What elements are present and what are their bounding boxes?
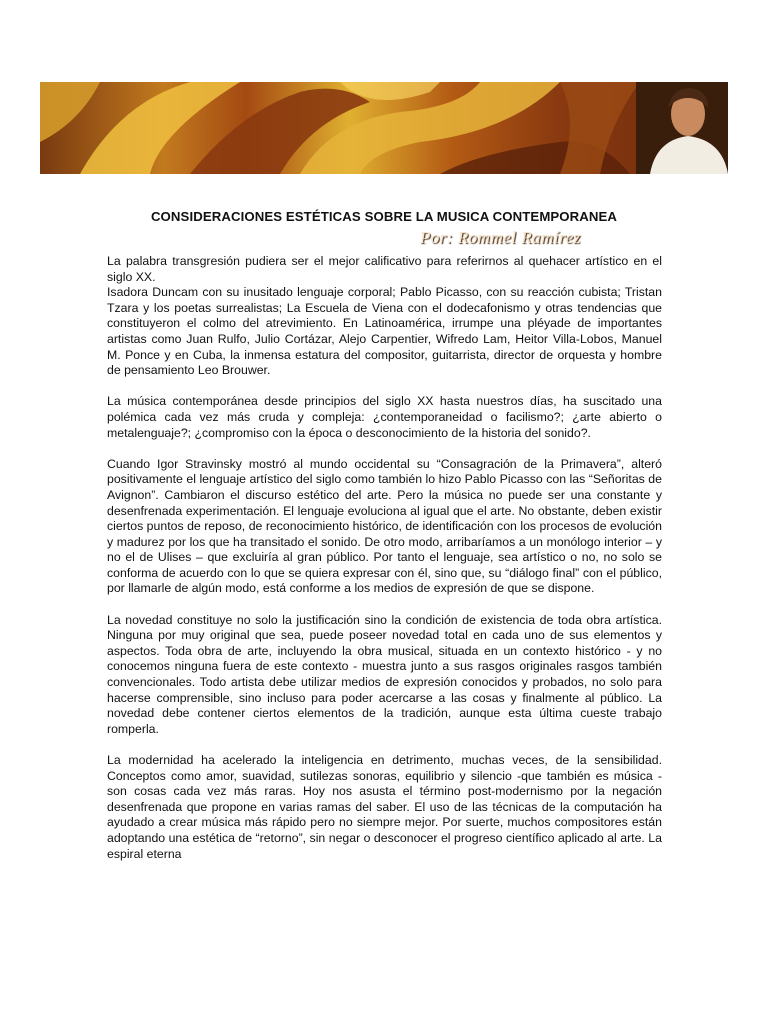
article-body xyxy=(107,254,662,878)
author-byline: Por: Rommel Ramírez xyxy=(420,228,581,247)
paragraph-line: La novedad constituye no solo la justificación sino la condición de existencia de toda obra artística. Ninguna por muy original que sea, puede poseer novedad total en cada uno de sus elementos y aspectos. Toda obra de arte, incluyendo la obra musical, situada en un contexto histórico - y no conocemos ninguna fuera de este contexto - muestra junto a sus rasgos originales rasgos también convencionales. Todo artista debe utilizar medios de expresión conocidos y probados, no solo para hacerse comprensible, sino incluso para poder acercarse a las cosas y finalmente al público. La novedad debe contener ciertos elementos de la tradición, aunque esta última cueste trabajo romperla. xyxy=(107,612,662,736)
paragraph xyxy=(107,394,662,441)
paragraph xyxy=(107,254,662,379)
paragraph-line: La modernidad ha acelerado la inteligencia en detrimento, muchas veces, de la sensibilidad. Conceptos como amor, suavidad, sutilezas sonoras, equilibrio y silencio -que también es música - son cosas cada vez más raras. Hoy nos asusta el término post-modernismo por la negación desenfrenada que propone en varias ramas del saber. El uso de las técnicas de la computación ha ayudado a crear música más rápido pero no siempre mejor. Por suerte, muchos compositores están adoptando una estética de “retorno”, sin negar o desconocer el progreso científico aplicado al arte. La espiral eterna xyxy=(107,753,662,861)
paragraph-line: La palabra transgresión pudiera ser el mejor calificativo para referirnos al quehacer artístico en el siglo XX. xyxy=(107,254,662,284)
paragraph-line: Cuando Igor Stravinsky mostró al mundo occidental su “Consagración de la Primavera”, alteró positivamente el lenguaje artístico del siglo como también lo hizo Pablo Picasso con las “Señoritas de Avignon”. Cambiaron el discurso estético del arte. Pero la música no puede ser una constante y desenfrenada experimentación. El lenguaje evoluciona al igual que el arte. No obstante, deben existir ciertos puntos de reposo, de reconocimiento histórico, de identificación con los procesos de evolución y madurez por los que ha transitado el sonido. De otro modo, arribaríamos a un monólogo interior – y no el de Ulises – que excluiría al gran público. Por tanto el lenguaje, sea artístico o no, no solo se conforma de acuerdo con lo que se quiera expresar con él, sino que, su “diálogo final” con el público, por llamarle de algún modo, está conforme a los medios de expresión de que se dispone. xyxy=(107,456,662,596)
paragraph xyxy=(107,753,662,862)
paragraph xyxy=(107,613,662,738)
paragraph-line: Isadora Duncam con su inusitado lenguaje corporal; Pablo Picasso, con su reacción cubista; Tristan Tzara y los poetas surrealistas; La Escuela de Viena con el dodecafonismo y otras tendencias que constituyeron el colmo del atrevimiento. En Latinoamérica, irrumpe una pléyade de importantes artistas como Juan Rulfo, Julio Cortázar, Alejo Carpentier, Wifredo Lam, Heitor Villa-Lobos, Manuel M. Ponce y en Cuba, la inmensa estatura del compositor, guitarrista, director de orquesta y hombre de pensamiento Leo Brouwer. xyxy=(107,285,662,378)
article-title: CONSIDERACIONES ESTÉTICAS SOBRE LA MUSICA CONTEMPORANEA xyxy=(150,209,618,224)
paragraph xyxy=(107,457,662,597)
abstract-painting-image xyxy=(40,82,728,174)
paragraph-line: La música contemporánea desde principios del siglo XX hasta nuestros días, ha suscitado una polémica cada vez más cruda y compleja: ¿contemporaneidad o facilismo?; ¿arte abierto o metalenguaje?; ¿compromiso con la época o desconocimiento de la historia del sonido?. xyxy=(107,394,662,440)
